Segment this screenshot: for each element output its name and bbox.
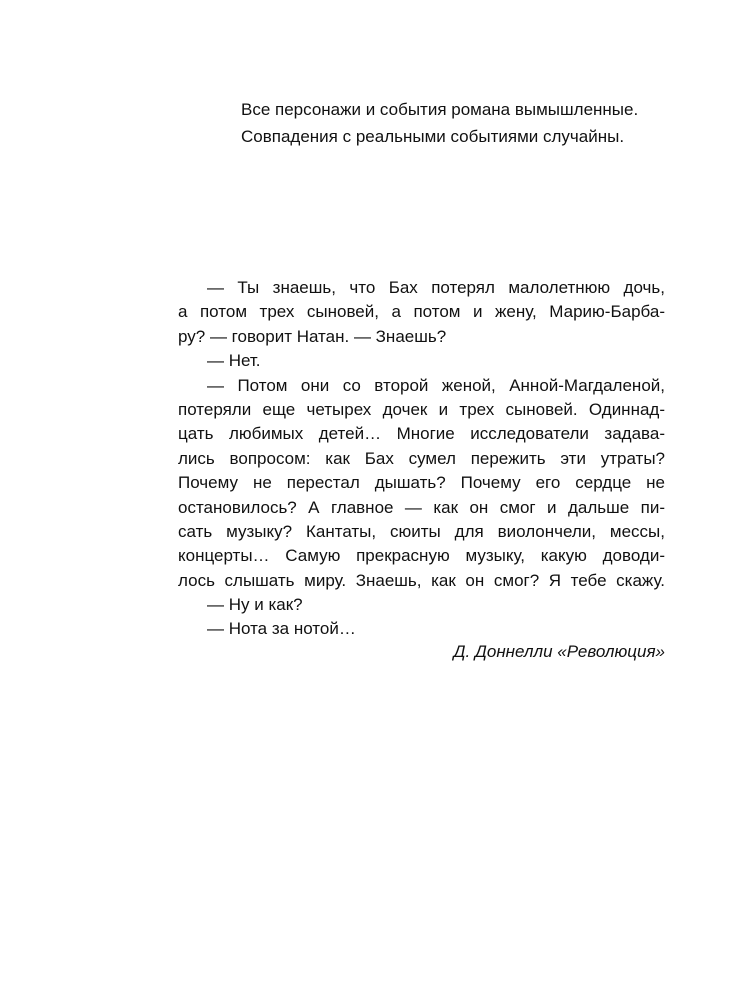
epigraph-line: — Потом они со второй женой, Анной-Магдаленой,	[207, 375, 665, 395]
epigraph-line: сать музыку? Кантаты, сюиты для виолончели, мессы,	[178, 521, 665, 541]
epigraph-line: — Нет.	[207, 351, 261, 371]
epigraph-line: остановилось? А главное — как он смог и дальше пи-	[178, 497, 665, 517]
epigraph-line: Почему не перестал дышать? Почему его сердце не	[178, 473, 665, 493]
disclaimer-line: Совпадения с реальными событиями случайны.	[241, 127, 625, 146]
epigraph-line: лось слышать миру. Знаешь, как он смог? Я тебе скажу.	[178, 570, 665, 590]
epigraph-line: — Ты знаешь, что Бах потерял малолетнюю дочь,	[207, 278, 665, 297]
disclaimer-notice	[241, 96, 671, 150]
epigraph-line: — Ну и как?	[207, 595, 303, 615]
epigraph-line: лись вопросом: как Бах сумел пережить эти утраты?	[178, 448, 665, 468]
epigraph-line: ру? — говорит Натан. — Знаешь?	[178, 326, 447, 346]
epigraph-line: — Нота за нотой…	[207, 619, 356, 639]
epigraph-line: потеряли еще четырех дочек и трех сыновей. Одиннад-	[178, 399, 665, 419]
disclaimer-line: Все персонажи и события романа вымышленные.	[241, 100, 639, 119]
epigraph-line: концерты… Самую прекрасную музыку, какую доводи-	[178, 546, 665, 566]
epigraph	[178, 276, 665, 642]
epigraph-attribution: Д. Доннелли «Революция»	[453, 642, 665, 661]
epigraph-line: цать любимых детей… Многие исследователи задава-	[178, 424, 665, 444]
epigraph-line: а потом трех сыновей, а потом и жену, Марию-Барба-	[178, 302, 665, 322]
